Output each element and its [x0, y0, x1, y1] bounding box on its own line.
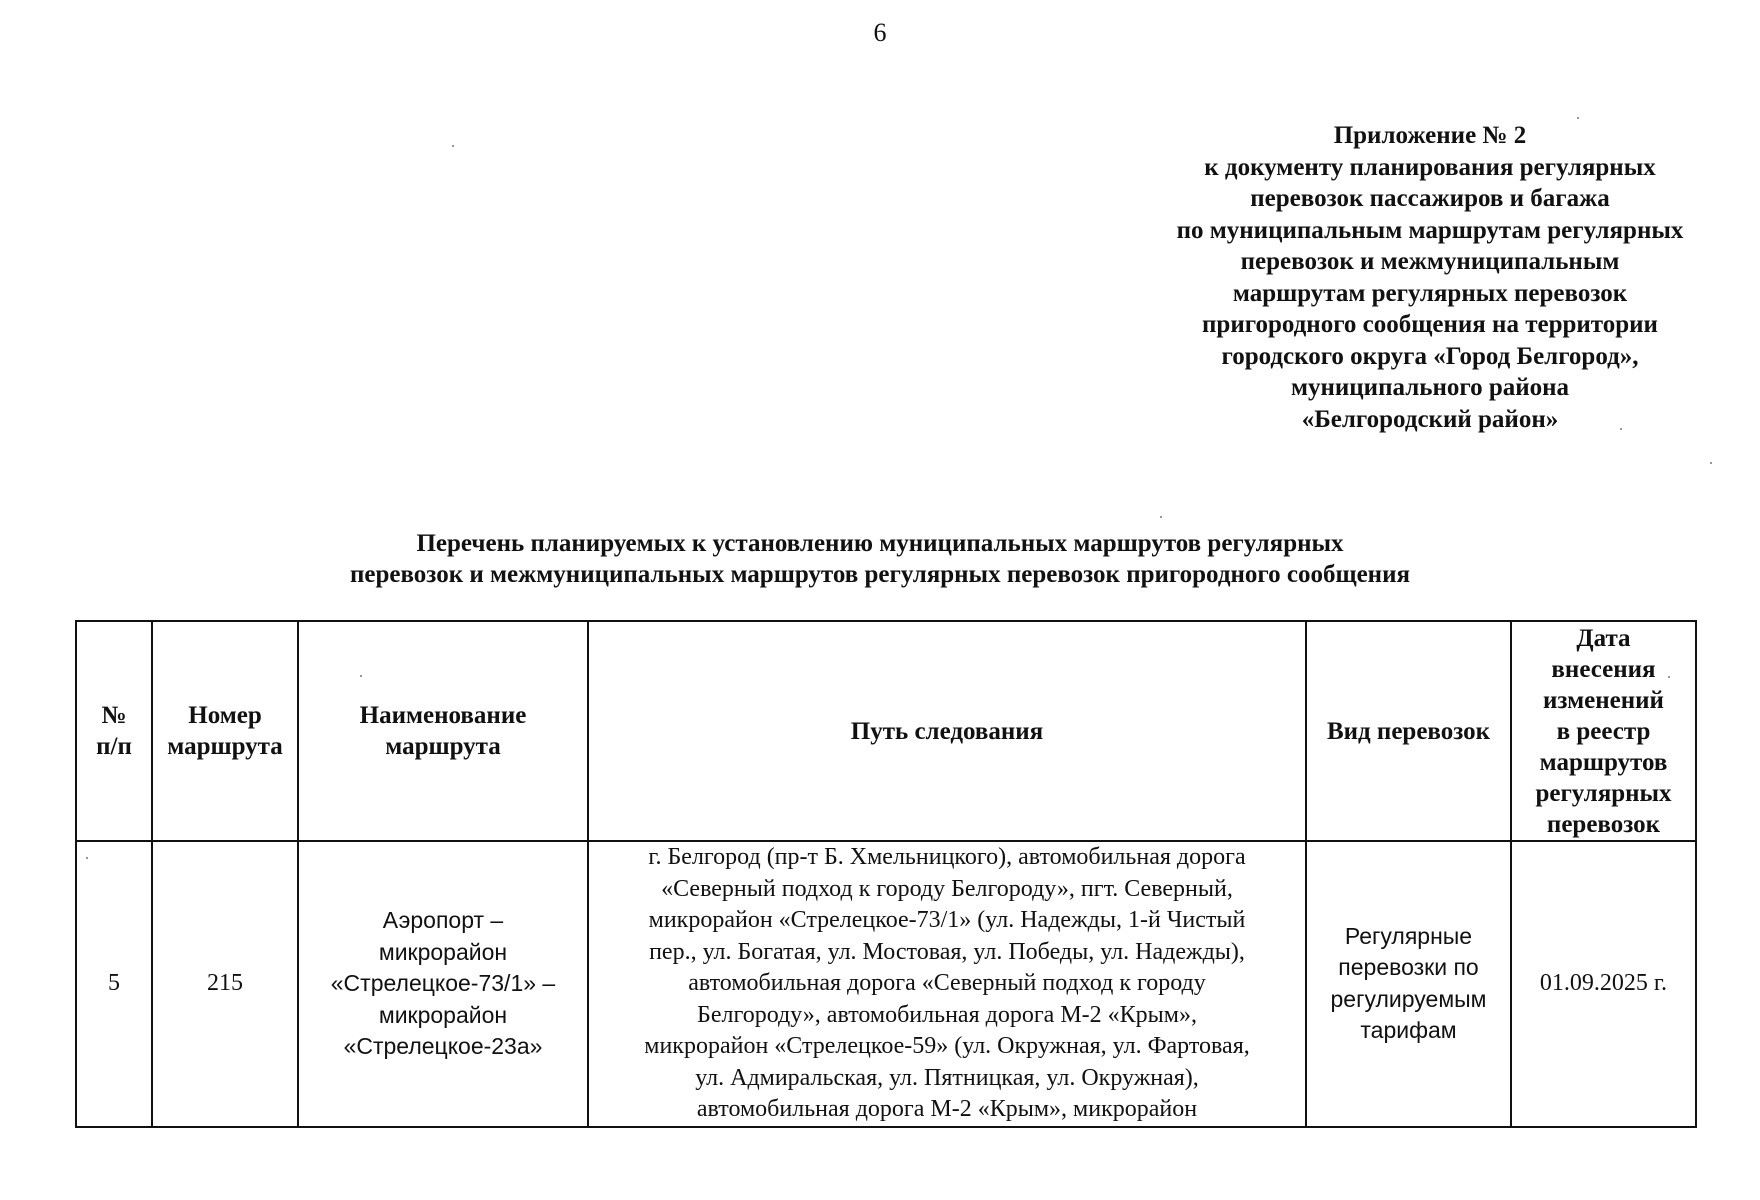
header-path: Путь следования	[588, 621, 1306, 841]
scan-speck	[86, 857, 88, 859]
scan-speck	[452, 145, 454, 147]
document-title	[0, 528, 1760, 590]
scan-speck	[1160, 516, 1162, 518]
document-title-line: перевозок и межмуниципальных маршрутов регулярных перевозок пригородного сообщения	[349, 561, 1411, 588]
scan-speck	[1668, 676, 1670, 678]
header-route-name: Наименование маршрута	[298, 621, 588, 841]
header-num: № п/п	[76, 621, 152, 841]
appendix-line: перевозок пассажиров и багажа	[1250, 185, 1610, 212]
cell-num: 5	[76, 841, 152, 1127]
table-header-row	[76, 621, 1696, 841]
header-route-number: Номер маршрута	[152, 621, 298, 841]
cell-path: г. Белгород (пр-т Б. Хмельницкого), автомобильная дорога «Северный подход к городу Белгороду», пгт. Северный, микрорайон «Стрелецкое-73/1» (ул. Надежды, 1-й Чистый пер., ул. Богатая, ул. Мостовая, ул. Победы, ул. Надежды), автомобильная дорога «Северный подход к городу Белгороду», автомобильная дорога М-2 «Крым», микрорайон «Стрелецкое-59» (ул. Окружная, ул. Фартовая, ул. Адмиральская, ул. Пятницкая, ул. Окружная), автомобильная дорога М-2 «Крым», микрорайон	[588, 841, 1306, 1127]
page-number: 6	[873, 18, 887, 47]
appendix-line: городского округа «Город Белгород»,	[1221, 342, 1639, 370]
scan-speck	[1710, 462, 1712, 464]
scan-speck	[360, 675, 362, 677]
document-title-line: Перечень планируемых к установлению муниципальных маршрутов регулярных	[416, 530, 1344, 557]
routes-table	[75, 620, 1697, 1128]
appendix-line: к документу планирования регулярных	[1204, 153, 1656, 181]
appendix-line: маршрутам регулярных перевозок	[1232, 279, 1628, 307]
cell-registry-date: 01.09.2025 г.	[1511, 841, 1696, 1127]
scan-speck	[1620, 428, 1622, 430]
appendix-header	[1120, 120, 1740, 435]
appendix-line: муниципального района	[1290, 374, 1570, 401]
table-row	[76, 841, 1696, 1127]
appendix-line: Приложение № 2	[1333, 122, 1527, 149]
appendix-line: «Белгородский район»	[1301, 405, 1559, 433]
scan-speck	[1577, 117, 1579, 119]
appendix-line: перевозок и межмуниципальным	[1240, 248, 1620, 275]
header-registry-date: Дата внесения изменений в реестр маршрутов регулярных перевозок	[1511, 621, 1696, 841]
appendix-line: по муниципальным маршрутам регулярных	[1176, 216, 1684, 244]
appendix-line: пригородного сообщения на территории	[1202, 311, 1658, 338]
cell-route-number: 215	[152, 841, 298, 1127]
cell-transport-kind: Регулярные перевозки по регулируемым тарифам	[1306, 841, 1511, 1127]
cell-route-name: Аэропорт – микрорайон «Стрелецкое-73/1» – микрорайон «Стрелецкое-23а»	[298, 841, 588, 1127]
header-transport-kind: Вид перевозок	[1306, 621, 1511, 841]
